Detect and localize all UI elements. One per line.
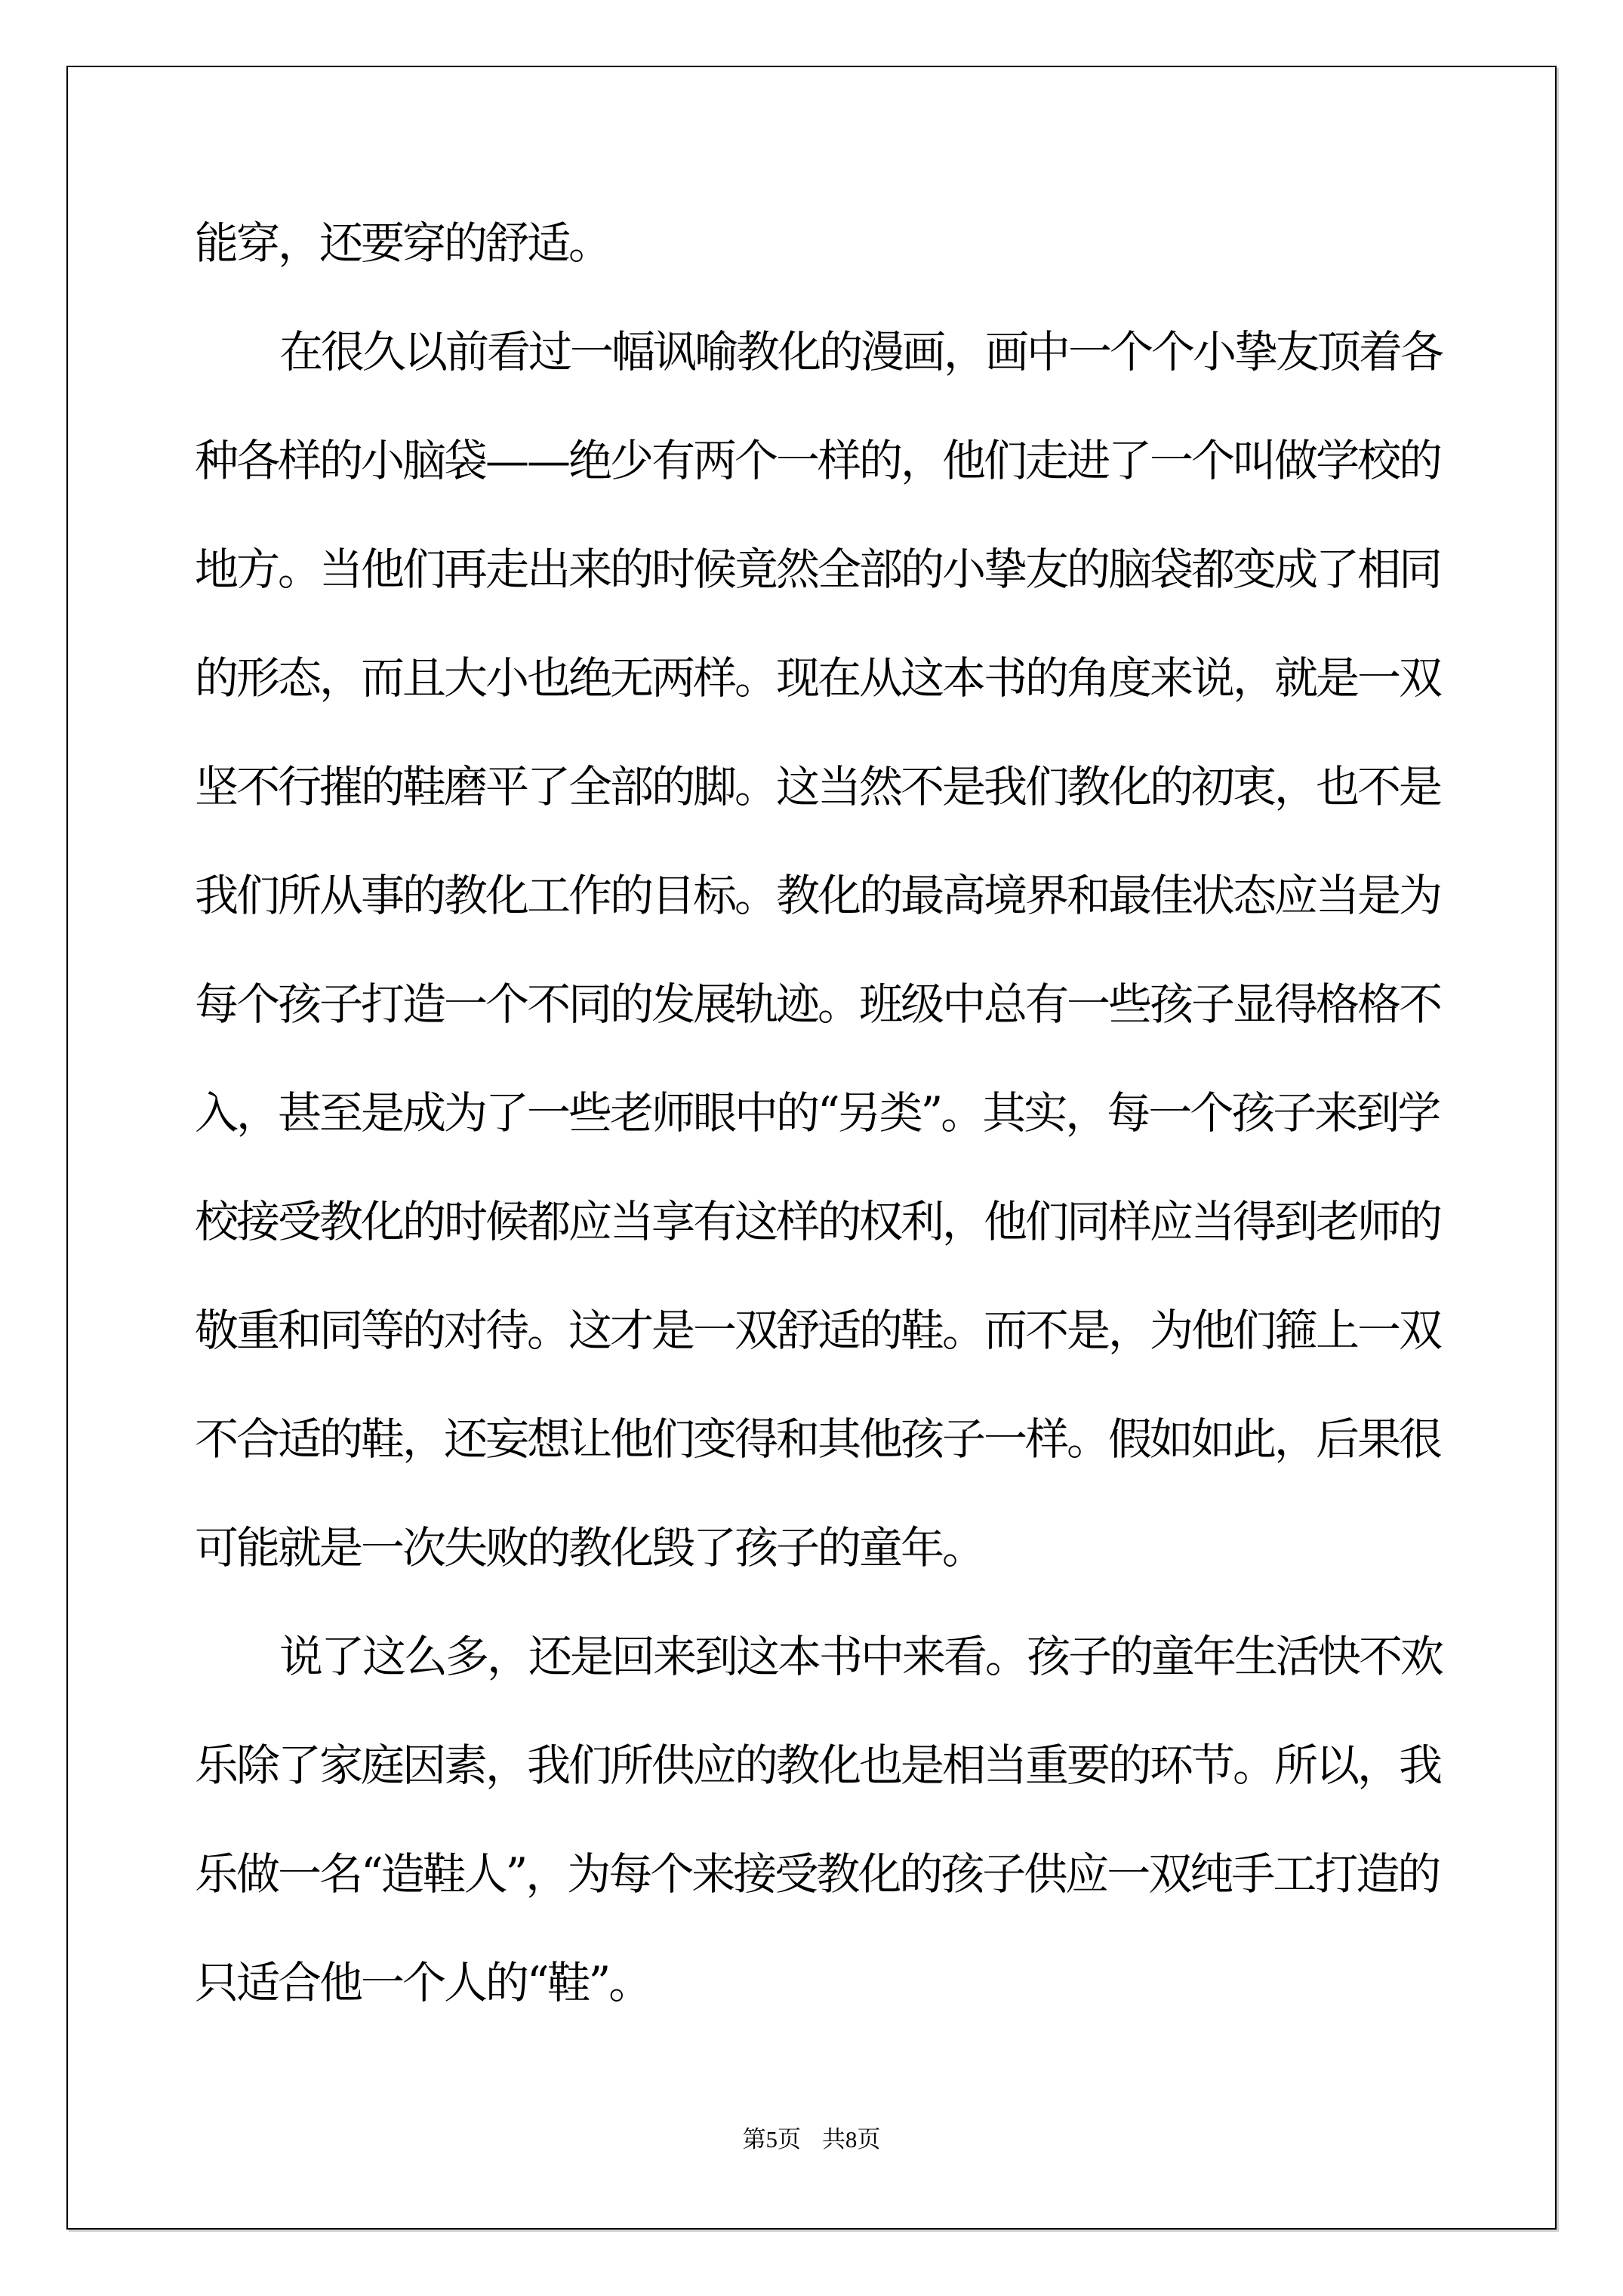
text-line: 的形态，而且大小也绝无两样。现在从这本书的角度来说，就是一双 [195, 652, 1441, 704]
page-footer [68, 2122, 1555, 2157]
text-line: 校接受教化的时候都应当享有这样的权利，他们同样应当得到老师的 [195, 1196, 1441, 1247]
page-number-current: 第5页 [742, 2126, 802, 2153]
text-line: 说了这么多，还是回来到这本书中来看。孩子的童年生活快不欢 [279, 1631, 1443, 1682]
text-line: 坚不行摧的鞋磨平了全部的脚。这当然不是我们教化的初衷，也不是 [195, 761, 1441, 812]
page-number-total: 共8页 [821, 2126, 881, 2153]
text-line: 入，甚至是成为了一些老师眼中的“另类”。其实，每一个孩子来到学 [195, 1087, 1440, 1139]
text-line: 能穿，还要穿的舒适。 [195, 217, 611, 269]
text-line: 乐除了家庭因素，我们所供应的教化也是相当重要的环节。所以，我 [195, 1740, 1441, 1791]
text-line: 可能就是一次失败的教化毁了孩子的童年。 [195, 1522, 984, 1573]
text-line: 不合适的鞋，还妄想让他们变得和其他孩子一样。假如如此，后果很 [195, 1413, 1441, 1465]
text-line: 每个孩子打造一个不同的发展轨迹。班级中总有一些孩子显得格格不 [195, 978, 1441, 1030]
text-line: 种各样的小脑袋——绝少有两个一样的，他们走进了一个叫做学校的 [195, 435, 1441, 486]
body-text [195, 189, 1471, 2037]
text-line: 在很久以前看过一幅讽喻教化的漫画，画中一个个小挚友顶着各 [279, 326, 1443, 378]
text-line: 乐做一名“造鞋人”，为每个来接受教化的孩子供应一双纯手工打造的 [195, 1848, 1440, 1900]
page-border [66, 66, 1557, 2230]
text-line: 只适合他一个人的“鞋”。 [195, 1957, 651, 2008]
text-line: 敬重和同等的对待。这才是一双舒适的鞋。而不是，为他们箍上一双 [195, 1305, 1441, 1356]
text-line: 我们所从事的教化工作的目标。教化的最高境界和最佳状态应当是为 [195, 870, 1441, 921]
text-line: 地方。当他们再走出来的时候竟然全部的小挚友的脑袋都变成了相同 [195, 544, 1441, 595]
